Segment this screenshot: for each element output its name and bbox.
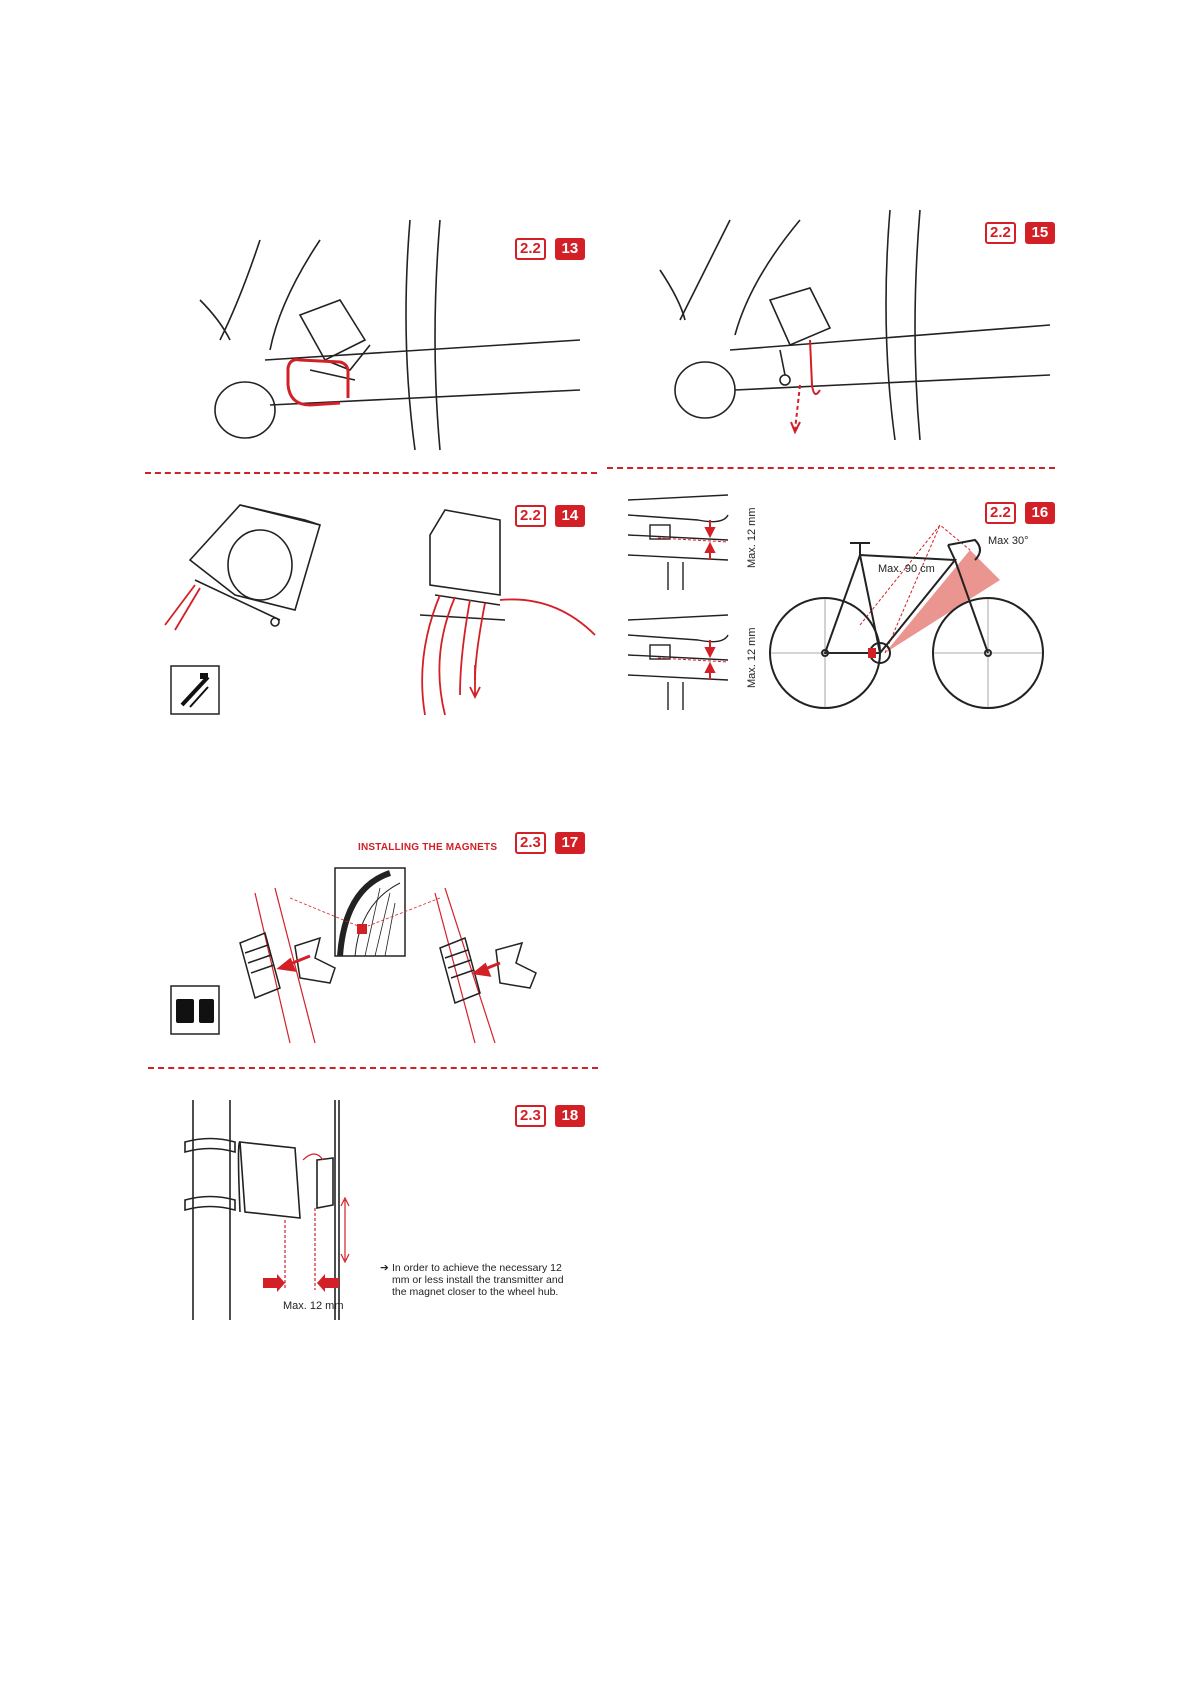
section-divider: [607, 467, 1055, 469]
max-angle-label: Max 30°: [988, 535, 1029, 547]
figure-18-badge: [515, 1105, 585, 1127]
max-distance-label: Max. 90 cm: [878, 563, 935, 575]
figure-18-illustration: [175, 1100, 375, 1320]
figure-15-illustration: [660, 210, 1050, 440]
section-number: 2.2: [515, 238, 546, 260]
figure-number: 18: [555, 1105, 585, 1127]
section-divider: [148, 1067, 598, 1069]
section-number: 2.2: [985, 502, 1016, 524]
figure-number: 14: [555, 505, 585, 527]
gap-label-top: Max. 12 mm: [746, 507, 758, 568]
section-number: 2.3: [515, 832, 546, 854]
magnet-icon: [170, 985, 220, 1035]
section-number: 2.2: [515, 505, 546, 527]
install-note: [380, 1262, 580, 1298]
figure-number: 16: [1025, 502, 1055, 524]
figure-14-illustration-left: [165, 500, 335, 635]
section-heading: INSTALLING THE MAGNETS: [358, 842, 498, 853]
section-number: 2.3: [515, 1105, 546, 1127]
gap-label-bottom: Max. 12 mm: [746, 627, 758, 688]
arrow-right-icon: ➔: [380, 1262, 389, 1274]
install-note-text: In order to achieve the necessary 12 mm or less install the transmitter and the magnet closer to the wheel hub.: [392, 1262, 564, 1298]
figure-17-illustration: [240, 868, 570, 1043]
figure-number: 15: [1025, 222, 1055, 244]
figure-17-badge: [515, 832, 585, 854]
figure-14-illustration-right: [415, 505, 595, 720]
figure-13-illustration: [200, 220, 580, 450]
section-number: 2.2: [985, 222, 1016, 244]
figure-16-detail-illustration: [628, 490, 738, 710]
figure-number: 17: [555, 832, 585, 854]
figure-number: 13: [555, 238, 585, 260]
section-divider: [145, 472, 597, 474]
gap-label: Max. 12 mm: [283, 1300, 344, 1312]
cable-tie-icon: [170, 665, 220, 715]
